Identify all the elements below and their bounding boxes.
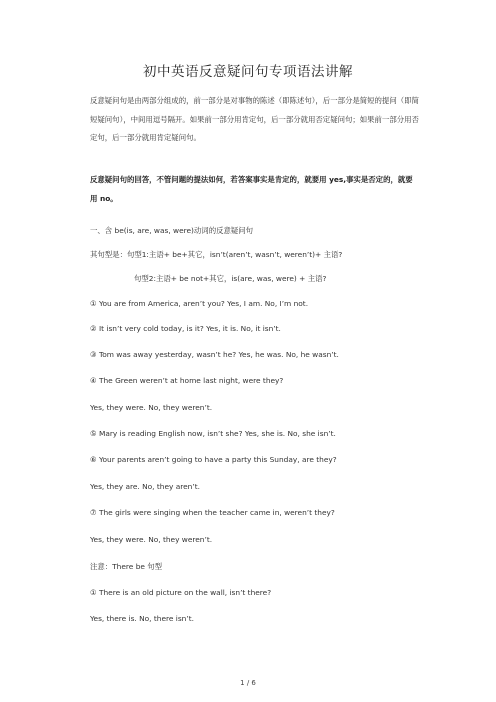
note-heading: 注意：There be 句型 <box>90 562 163 571</box>
example-7-question: ⑦ The girls were singing when the teacher came in, weren’t they? <box>90 508 335 517</box>
example-4-question: ④ The Green weren’t at home last night, were they? <box>90 376 284 385</box>
pattern-1: 其句型是：句型1:主语+ be+其它，isn’t(aren’t, wasn’t, weren’t)+ 主语? <box>90 250 343 259</box>
page-number: 1 / 6 <box>240 679 256 687</box>
example-2: ② It isn’t very cold today, is it? Yes, it is. No, it isn’t. <box>90 324 281 333</box>
example-6-question: ⑥ Your parents aren’t going to have a party this Sunday, are they? <box>90 455 337 464</box>
example-5: ⑤ Mary is reading English now, isn’t she? Yes, she is. No, she isn’t. <box>90 429 336 438</box>
example-6-answer: Yes, they are. No, they aren’t. <box>90 482 200 491</box>
example-1: ① You are from America, aren’t you? Yes, I am. No, I’m not. <box>90 299 309 308</box>
example-3: ③ Tom was away yesterday, wasn’t he? Yes, he was. No, he wasn’t. <box>90 350 339 359</box>
section-heading: 一、含 be(is, are, was, were)动词的反意疑问句 <box>90 226 254 235</box>
example-4-answer: Yes, they were. No, they weren’t. <box>90 403 213 412</box>
there-example-answer: Yes, there is. No, there isn’t. <box>90 614 194 623</box>
page-title: 初中英语反意疑问句专项语法讲解 <box>143 64 353 80</box>
answer-rule-paragraph: 反意疑问句的回答，不管问题的提法如何，若答案事实是肯定的，就要用 yes,事实是否定的，就要用 no。 <box>90 175 413 203</box>
intro-paragraph: 反意疑问句是由两部分组成的，前一部分是对事物的陈述（即陈述句），后一部分是简短的提问（即简短疑问句），中间用逗号隔开。如果前一部分用肯定句，后一部分就用否定疑问句；如果前一部分用否定句，后一部分就用肯定疑问句。 <box>90 96 419 142</box>
there-example-question: ① There is an old picture on the wall, isn’t there? <box>90 588 272 597</box>
pattern-2: 句型2:主语+ be not+其它，is(are, was, were) + 主语? <box>134 274 327 283</box>
example-7-answer: Yes, they were. No, they weren’t. <box>90 535 213 544</box>
